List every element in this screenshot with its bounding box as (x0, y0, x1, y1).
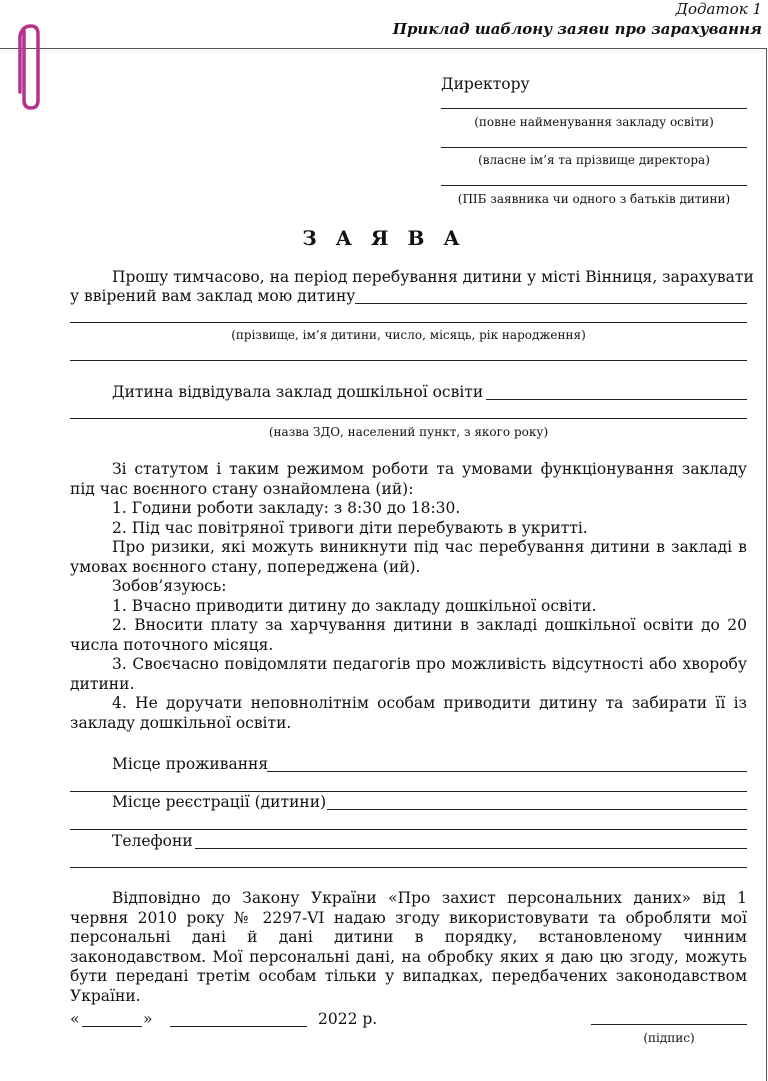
terms-block (70, 460, 747, 733)
date-open-quote: « (70, 1010, 80, 1028)
residence-line (267, 771, 747, 772)
applicant-caption: (ПІБ заявника чи одного з батьків дитини) (457, 192, 731, 206)
registration-label: Місце реєстрації (дитини) (112, 793, 327, 811)
paragraph: 1. Години роботи закладу: з 8:30 до 18:30. (112, 499, 461, 517)
child-name-line (355, 303, 747, 304)
phones-line-2 (70, 867, 747, 868)
child-name-line-2 (70, 322, 747, 323)
registration-line-2 (70, 829, 747, 830)
date-year: 2022 р. (318, 1010, 378, 1028)
residence-line-2 (70, 791, 747, 792)
addressee-label: Директору (441, 75, 530, 93)
paragraph: Про ризики, які можуть виникнути під час перебування дитини в закладі в умовах воєнного стану, попереджена (ий). (70, 538, 747, 576)
previous-label: Дитина відвідувала заклад дошкільної освіти (112, 383, 484, 401)
request-line-2: у ввірений вам заклад мою дитину (70, 287, 356, 305)
paragraph: 1. Вчасно приводити дитину до закладу дошкільної освіти. (112, 596, 597, 615)
date-close-quote: » (143, 1010, 153, 1028)
consent-paragraph: Відповідно до Закону України «Про захист персональних даних» від 1 червня 2010 року № 2297-VI надаю згоду використовувати та обробляти мої персональні дані й дані дитини в порядку, встановленому чинним законодавством. Мої персональні дані, на обробку яких я даю цю згоду, можуть бути передані третім особам тільки у випадках, передбачених законодавством України. (70, 889, 747, 1005)
institution-line (441, 108, 747, 109)
registration-line (327, 809, 747, 810)
signature-line (591, 1024, 747, 1025)
director-caption: (власне ім’я та прізвище директора) (478, 153, 710, 167)
child-name-line-3 (70, 360, 747, 361)
applicant-line (441, 185, 747, 186)
previous-caption: (назва ЗДО, населений пункт, з якого року) (268, 425, 549, 439)
paragraph: Зобов’язуюсь: (112, 577, 227, 595)
child-caption: (прізвище, ім’я дитини, число, місяць, рік народження) (231, 328, 586, 342)
director-line (441, 147, 747, 148)
paragraph: 4. Не доручати неповнолітнім особам приводити дитину та забирати її із закладу дошкільної освіти. (70, 694, 747, 732)
paperclip-icon (10, 22, 50, 112)
institution-caption: (повне найменування закладу освіти) (474, 115, 714, 129)
paragraph: 2. Вносити плату за харчування дитини в закладі дошкільної освіти до 20 числа поточного місяця. (70, 616, 747, 654)
phones-line (195, 848, 747, 849)
date-month-line (170, 1026, 307, 1027)
previous-line-2 (70, 418, 747, 419)
paragraph: 3. Своєчасно повідомляти педагогів про можливість відсутності або хворобу дитини. (70, 655, 747, 693)
document-title: З А Я В А (302, 226, 466, 250)
request-line-1: Прошу тимчасово, на період перебування дитини у місті Вінниця, зарахувати (112, 268, 754, 286)
annex-subtitle: Приклад шаблону заяви про зарахування (392, 20, 762, 38)
annex-label: Додаток 1 (675, 0, 762, 18)
phones-label: Телефони (112, 832, 193, 850)
paragraph: Зі статутом і таким режимом роботи та умовами функціонування закладу під час воєнного стану ознайомлена (ий): (70, 460, 747, 498)
previous-line (486, 399, 747, 400)
paragraph: 2. Під час повітряної тривоги діти перебувають в укритті. (112, 518, 588, 537)
date-day-line (82, 1026, 142, 1027)
signature-caption: (підпис) (643, 1031, 695, 1045)
residence-label: Місце проживання (112, 755, 269, 773)
